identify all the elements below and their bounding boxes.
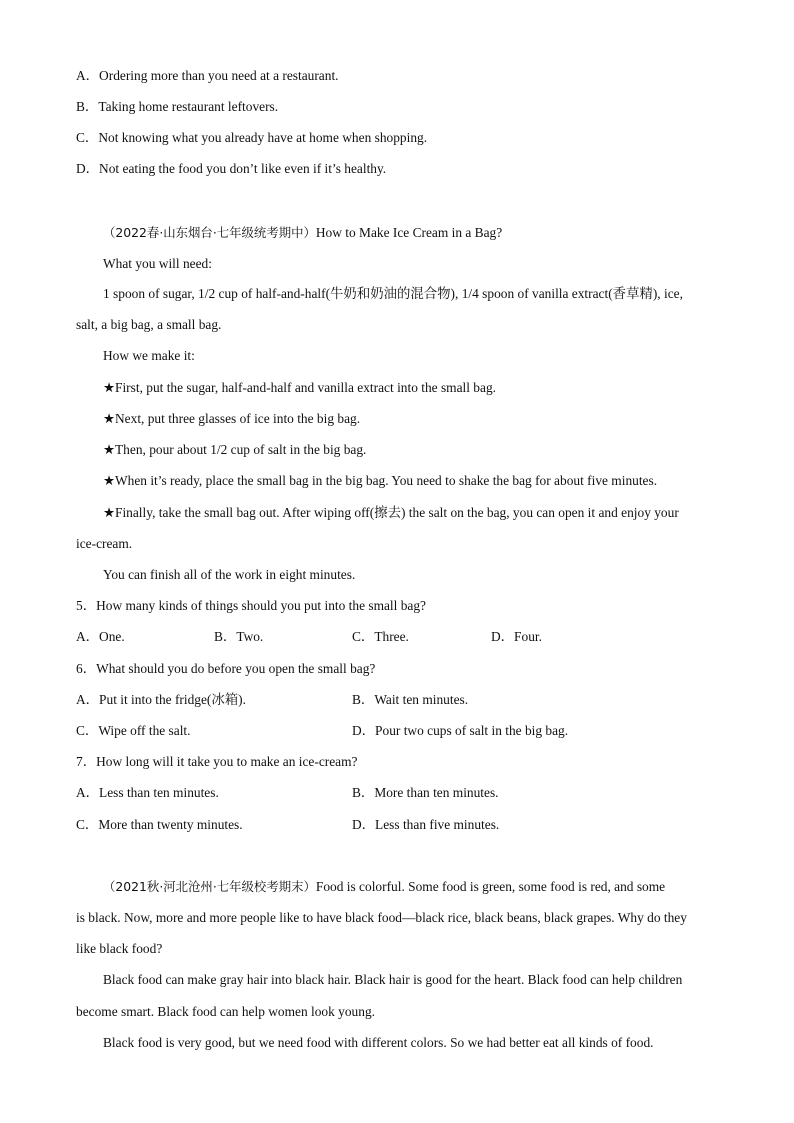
q7-option-d: D．Less than five minutes. (352, 817, 500, 832)
passage3-source: （2021秋·河北沧州·七年级校考期末） (103, 879, 316, 894)
passage2-step5-line1: ★Finally, take the small bag out. After wiping off(擦去) the salt on the bag, you can open it and enjoy your (103, 505, 679, 520)
q5-option-d: D．Four. (491, 629, 542, 644)
passage2-step1: ★First, put the sugar, half-and-half and vanilla extract into the small bag. (103, 380, 496, 395)
q7-option-c: C．More than twenty minutes. (76, 817, 243, 832)
passage2-step3: ★Then, pour about 1/2 cup of salt in the big bag. (103, 442, 367, 457)
passage2-ingredients-line2: salt, a big bag, a small bag. (76, 317, 222, 332)
passage2-heading (103, 225, 502, 241)
q7-option-a: A．Less than ten minutes. (76, 785, 219, 800)
passage2-step5-line2: ice-cream. (76, 536, 133, 551)
q6-question: 6．What should you do before you open the small bag? (76, 661, 376, 676)
passage2-step4: ★When it’s ready, place the small bag in the big bag. You need to shake the bag for about five minutes. (103, 473, 658, 488)
q4-option-c: C．Not knowing what you already have at home when shopping. (76, 130, 428, 145)
passage3-line1 (103, 879, 665, 895)
q5-option-a: A．One. (76, 629, 125, 644)
q7-question: 7．How long will it take you to make an ice-cream? (76, 754, 358, 769)
q6-option-d: D．Pour two cups of salt in the big bag. (352, 723, 569, 738)
q4-option-b: B．Taking home restaurant leftovers. (76, 99, 279, 114)
q6-option-a: A．Put it into the fridge(冰箱). (76, 692, 246, 707)
q5-question: 5．How many kinds of things should you put into the small bag? (76, 598, 426, 613)
q7-option-b: B．More than ten minutes. (352, 785, 499, 800)
passage2-how-heading: How we make it: (103, 348, 195, 363)
passage3-p2-line2: become smart. Black food can help women look young. (76, 1004, 375, 1019)
passage3-p2-line1: Black food can make gray hair into black hair. Black hair is good for the heart. Black food can help children (103, 972, 683, 987)
passage3-p1-line3: like black food? (76, 941, 163, 956)
q4-option-a: A．Ordering more than you need at a restaurant. (76, 68, 339, 83)
q5-option-b: B．Two. (214, 629, 264, 644)
passage2-title: How to Make Ice Cream in a Bag? (315, 225, 503, 240)
passage2-need-heading: What you will need: (103, 256, 212, 271)
q4-option-d: D．Not eating the food you don’t like even if it’s healthy. (76, 161, 387, 176)
q6-option-b: B．Wait ten minutes. (352, 692, 469, 707)
passage2-ingredients-line1: 1 spoon of sugar, 1/2 cup of half-and-half(牛奶和奶油的混合物), 1/4 spoon of vanilla extract(香草精), ice, (103, 286, 683, 301)
passage3-p1-line1: Food is colorful. Some food is green, some food is red, and some (315, 879, 666, 894)
passage3-p3-line1: Black food is very good, but we need food with different colors. So we had better eat all kinds of food. (103, 1035, 654, 1050)
passage2-finish: You can finish all of the work in eight minutes. (103, 567, 356, 582)
passage3-p1-line2: is black. Now, more and more people like to have black food—black rice, black beans, black grapes. Why do they (76, 910, 687, 925)
q5-option-c: C．Three. (352, 629, 409, 644)
passage2-source: （2022春·山东烟台·七年级统考期中） (103, 225, 316, 240)
q6-option-c: C．Wipe off the salt. (76, 723, 191, 738)
passage2-step2: ★Next, put three glasses of ice into the big bag. (103, 411, 361, 426)
